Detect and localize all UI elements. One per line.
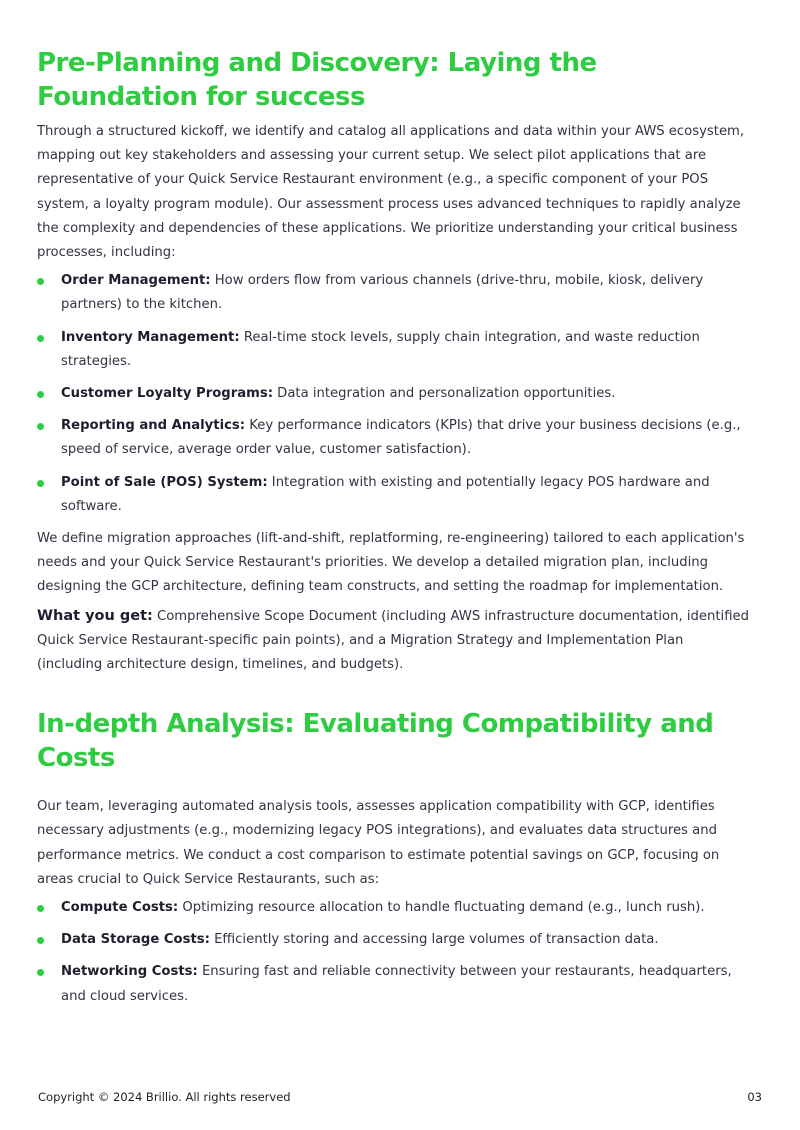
bullet-icon bbox=[37, 937, 44, 944]
page-number: 03 bbox=[747, 1090, 762, 1104]
bullet-icon bbox=[37, 335, 44, 342]
copyright-text: Copyright © 2024 Brillio. All rights reserved bbox=[38, 1090, 291, 1104]
what-you-get-paragraph: What you get: Comprehensive Scope Document (including AWS infrastructure documentation, identified Quick Service Restaurant-specific pain points), and a Migration Strategy and Implementation Plan (including architecture design, timelines, and budgets). bbox=[37, 607, 749, 673]
bullet-icon bbox=[37, 480, 44, 487]
section-intro-analysis: Our team, leveraging automated analysis tools, assesses application compatibility with GCP, identifies necessary adjustments (e.g., modernizing legacy POS integrations), and evaluates data structures and performance metrics. We conduct a cost comparison to estimate potential savings on GCP, focusing on areas crucial to Quick Service Restaurants, such as: bbox=[37, 799, 720, 887]
list-item: Compute Costs: Optimizing resource allocation to handle fluctuating demand (e.g., lunch rush). bbox=[37, 896, 749, 920]
list-item: Reporting and Analytics: Key performance indicators (KPIs) that drive your business decisions (e.g., speed of service, average order value, customer satisfaction). bbox=[37, 414, 749, 462]
section-intro-preplanning: Through a structured kickoff, we identify and catalog all applications and data within your AWS ecosystem, mapping out key stakeholders and assessing your current setup. We select pilot applications that are representative of your Quick Service Restaurant environment (e.g., a specific component of your POS system, a loyalty program module). Our assessment process uses advanced techniques to rapidly analyze the complexity and dependencies of these applications. We prioritize understanding your critical business processes, including: bbox=[37, 124, 745, 261]
section-title-analysis: In-depth Analysis: Evaluating Compatibility and Costs bbox=[37, 709, 714, 774]
migration-approach-paragraph: We define migration approaches (lift-and-shift, replatforming, re-engineering) tailored to each application's needs and your Quick Service Restaurant's priorities. We develop a detailed migration plan, including designing the GCP architecture, defining team constructs, and setting the roadmap for implementation. bbox=[37, 531, 745, 595]
page-footer bbox=[38, 1090, 762, 1104]
list-item: Inventory Management: Real-time stock levels, supply chain integration, and waste reduction strategies. bbox=[37, 326, 749, 374]
list-item: Order Management: How orders flow from various channels (drive-thru, mobile, kiosk, delivery partners) to the kitchen. bbox=[37, 269, 749, 317]
bullet-icon bbox=[37, 391, 44, 398]
section-title-preplanning: Pre-Planning and Discovery: Laying the Foundation for success bbox=[37, 48, 597, 112]
list-item: Data Storage Costs: Efficiently storing and accessing large volumes of transaction data. bbox=[37, 928, 749, 952]
bullet-icon bbox=[37, 423, 44, 430]
bullet-icon bbox=[37, 278, 44, 285]
list-item: Networking Costs: Ensuring fast and reliable connectivity between your restaurants, headquarters, and cloud services. bbox=[37, 960, 749, 1008]
list-item: Customer Loyalty Programs: Data integration and personalization opportunities. bbox=[37, 382, 749, 406]
bullet-icon bbox=[37, 905, 44, 912]
bullet-icon bbox=[37, 969, 44, 976]
bullet-list-costs bbox=[37, 896, 749, 1009]
list-item: Point of Sale (POS) System: Integration with existing and potentially legacy POS hardware and software. bbox=[37, 471, 749, 519]
document-page bbox=[37, 46, 749, 1017]
bullet-list-processes bbox=[37, 269, 749, 519]
